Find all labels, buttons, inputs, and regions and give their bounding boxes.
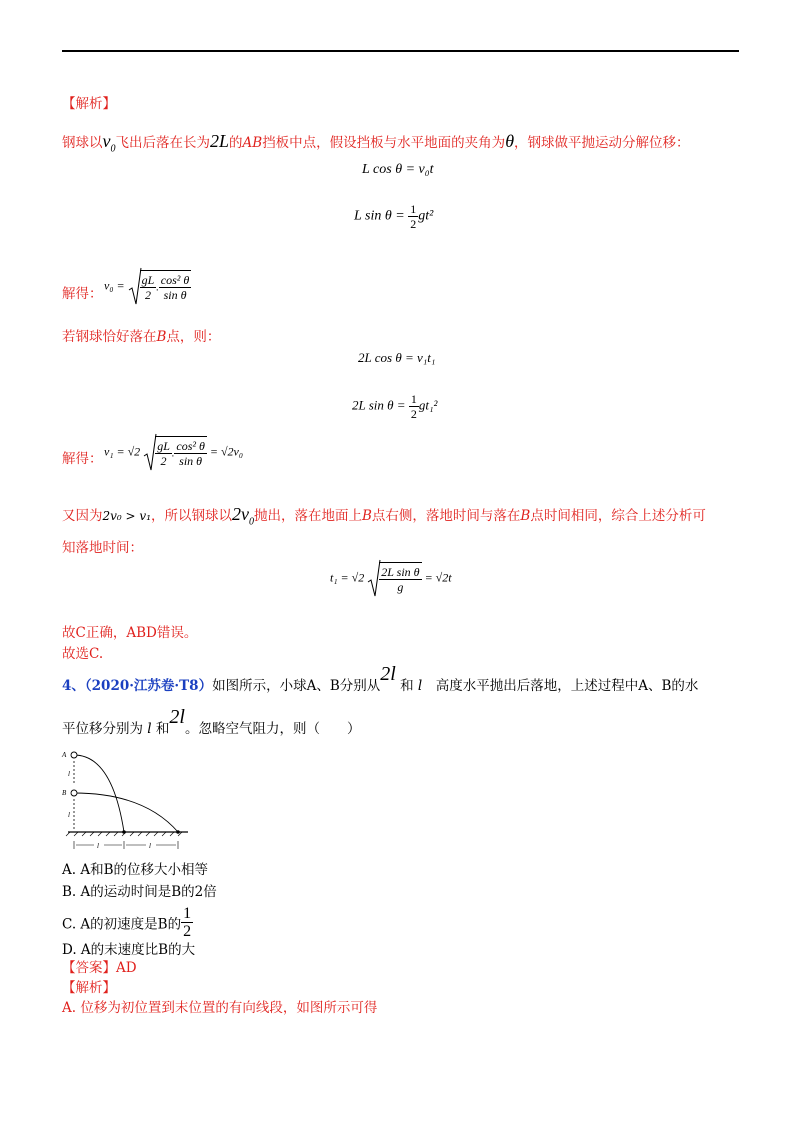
analysis-option-a: A. 位移为初位置到末位置的有向线段，如图所示可得 xyxy=(62,1000,378,1016)
trajectory-b xyxy=(74,793,178,832)
equation-4: 2L sin θ = $\frac{1}{2}$ gt₁² xyxy=(352,392,438,421)
analysis-paragraph-2: 若钢球恰好落在B点，则： xyxy=(62,329,221,345)
question-4-line-1: 4、（2020·江苏卷·T8）如图所示，小球A、B分别从2l 和 l 高度水平抛出后落地，上述过程中A、B的水 xyxy=(62,663,699,694)
equation-1: L cos θ = v₀t xyxy=(362,162,434,177)
equation-2: L sin θ = $\frac{1}{2}$ gt² xyxy=(354,202,434,231)
equation-3: 2L cos θ = v₁t₁ xyxy=(358,350,436,365)
figure-label-a: A xyxy=(62,751,67,759)
option-c: C. A的初速度是B的 $\frac{1}{2}$ xyxy=(62,905,192,940)
figure-label-x1: l xyxy=(97,842,99,850)
analysis-paragraph-3-cont: 知落地时间： xyxy=(62,540,143,556)
option-a: A. A和B的位移大小相等 xyxy=(62,862,209,878)
solve-label-1: 解得： xyxy=(62,286,103,302)
question-4-line-2: 平位移分别为 l 和2l。忽略空气阻力，则（ ） xyxy=(62,706,361,737)
ball-a xyxy=(71,752,77,758)
conclusion-2: 故选C. xyxy=(62,646,104,662)
solve-label-2: 解得： xyxy=(62,451,103,467)
option-d: D. A的末速度比B的大 xyxy=(62,942,196,958)
solution-v1: v₁ = √2 $\frac{gL}{2}$ . $\frac{\text{cos² θ}}{\text{sin θ}}$ = √2v₀ xyxy=(104,432,243,472)
analysis-heading-2: 【解析】 xyxy=(62,980,116,996)
solution-v0: v₀ = $\frac{gL}{2}$ . $\frac{\text{cos² θ}}{\text{sin θ}}$ xyxy=(104,266,191,306)
analysis-paragraph-3: 又因为2v₀ > v₁，所以钢球以$2v_0$抛出，落在地面上B点右侧，落地时间与落在B点时间相同，综合上述分析可 xyxy=(62,504,706,528)
answer: 【答案】AD xyxy=(62,960,137,976)
figure-label-x2: l xyxy=(149,842,151,850)
analysis-heading: 【解析】 xyxy=(62,96,116,112)
option-b: B. A的运动时间是B的2倍 xyxy=(62,884,217,900)
projectile-figure xyxy=(60,745,195,855)
conclusion-1: 故C正确，ABD错误。 xyxy=(62,625,198,641)
figure-label-height-a: l xyxy=(68,770,70,778)
equation-5: t₁ = √2 $\frac{\text{2L sin θ}}{g}$ = √2t xyxy=(330,558,452,598)
figure-label-b: B xyxy=(62,789,67,797)
header-rule xyxy=(62,50,739,52)
analysis-paragraph-1: 钢球以$v_0$飞出后落在长为2L的AB挡板中点，假设挡板与水平地面的夹角为θ，钢球做平抛运动分解位移： xyxy=(62,131,690,155)
ball-b xyxy=(71,790,77,796)
figure-label-height-b: l xyxy=(68,811,70,819)
